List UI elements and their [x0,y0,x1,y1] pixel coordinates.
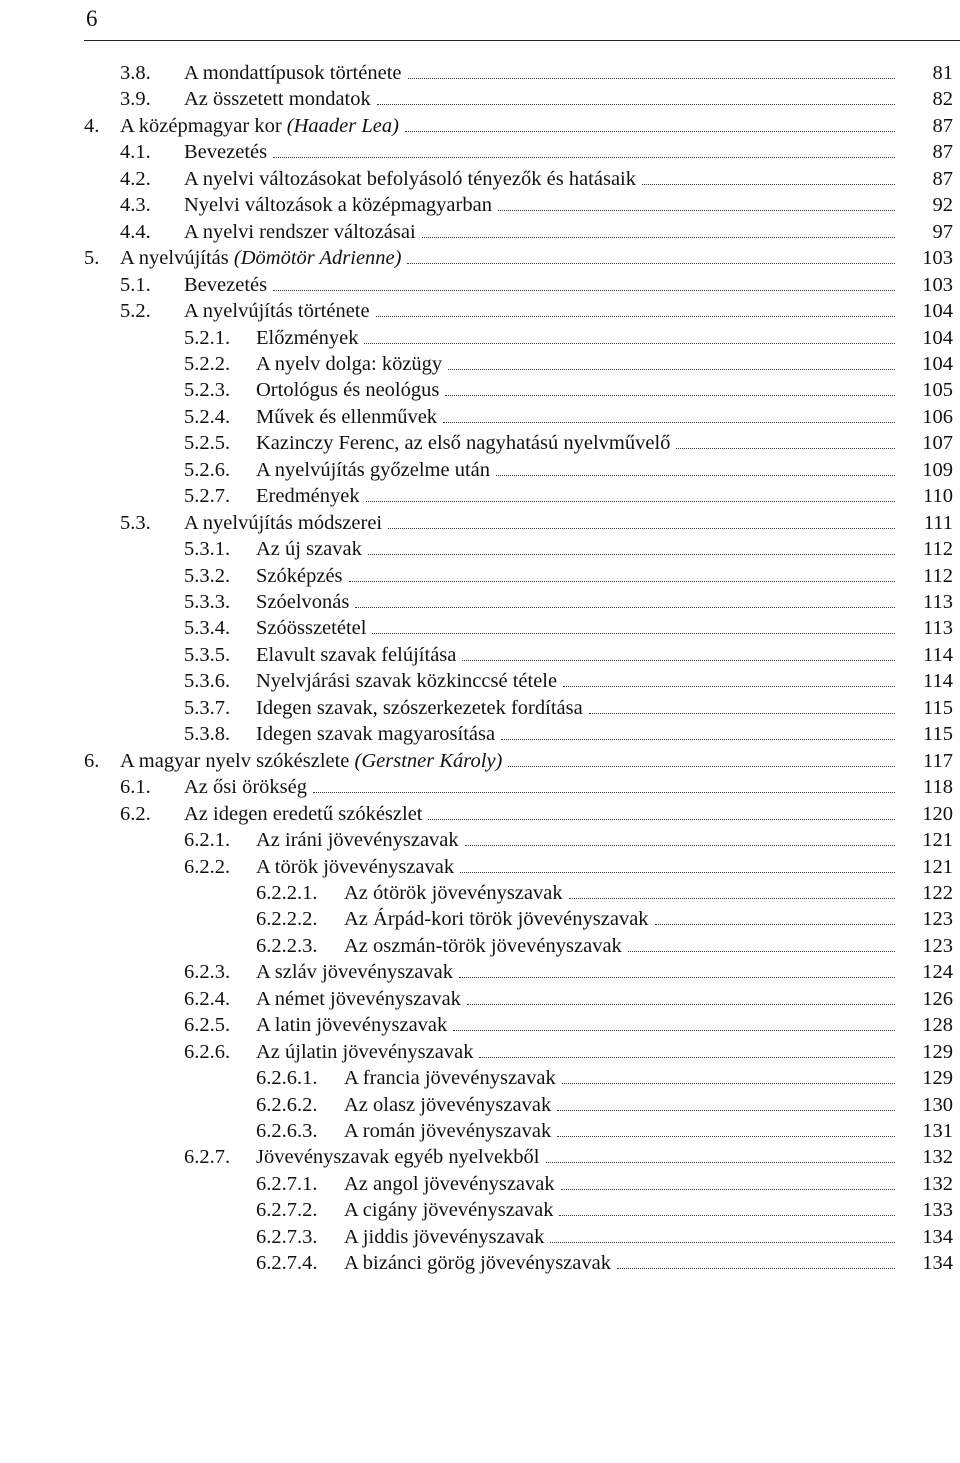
toc-dot-leader [407,263,895,264]
toc-entry-title [256,325,358,351]
toc-entry-page: 87 [932,141,953,164]
toc-entry-page: 120 [922,802,953,825]
toc-entry-author: (Dömötör Adrienne) [233,247,402,270]
toc-entry-page: 106 [922,405,953,428]
toc-entry-number: 5.2.6. [184,458,231,481]
toc-entry-title [184,774,307,800]
toc-entry[interactable] [0,298,960,324]
toc-dot-leader [628,951,895,952]
toc-entry-page: 117 [923,749,953,772]
toc-entry-number: 5.3.8. [184,723,231,746]
toc-entry-number: 4.1. [120,141,151,164]
toc-entry-title-text: Jövevényszavak egyéb nyelvekből [256,1146,540,1169]
toc-entry-number: 4. [84,114,100,137]
toc-entry-page: 104 [922,352,953,375]
toc-entry-title [184,192,492,218]
toc-entry-number: 5.2.7. [184,485,231,508]
toc-entry-title-text: Bevezetés [184,141,268,164]
toc-entry[interactable] [0,1171,960,1197]
toc-dot-leader [377,104,895,105]
toc-entry-page: 104 [922,326,953,349]
toc-entry-number: 6.2. [120,802,151,825]
toc-dot-leader [408,78,895,79]
toc-entry-number: 5.1. [120,273,151,296]
toc-entry-page: 123 [922,908,953,931]
toc-dot-leader [405,131,895,132]
toc-entry-page: 109 [922,458,953,481]
toc-entry-title-text: A román jövevényszavak [344,1120,552,1142]
toc-entry-title [184,219,416,245]
toc-entry-page: 82 [932,88,953,111]
toc-entry[interactable] [0,774,960,800]
toc-dot-leader [569,898,895,899]
toc-entry-title [344,1092,551,1118]
toc-entry[interactable] [0,589,960,615]
toc-entry-page: 134 [922,1252,953,1275]
toc-entry-title [256,827,459,853]
toc-dot-leader [496,475,895,476]
toc-dot-leader [349,581,895,582]
toc-dot-leader [559,1215,895,1216]
toc-entry-number: 6.2.5. [184,1014,231,1037]
toc-dot-leader [462,660,895,661]
toc-entry-number: 6.2.2.1. [256,881,318,904]
toc-entry-page: 130 [922,1093,953,1116]
toc-entry-title [256,642,456,668]
toc-entry-title-text: Az ótörök jövevényszavak [344,881,563,904]
toc-entry-page: 124 [922,961,953,984]
toc-dot-leader [479,1057,895,1058]
toc-entry-title [256,668,557,694]
toc-dot-leader [617,1268,895,1269]
toc-entry[interactable] [0,933,960,959]
toc-entry[interactable] [0,959,960,985]
toc-entry-page: 132 [922,1146,953,1169]
toc-entry[interactable] [0,748,960,774]
toc-entry-page: 114 [923,670,953,693]
toc-entry[interactable] [0,377,960,403]
toc-entry-page: 87 [932,114,953,137]
toc-entry-page: 114 [923,643,953,666]
toc-entry-title [344,1171,555,1197]
toc-entry-title-text: Előzmények [256,326,359,349]
toc-entry-page: 126 [922,987,953,1010]
toc-entry-number: 6.2.2.3. [256,934,318,957]
toc-entry-page: 129 [922,1040,953,1063]
toc-entry[interactable] [0,1065,960,1091]
toc-entry-title [256,404,437,430]
toc-entry-title-text: Nyelvi változások a középmagyarban [184,194,492,217]
toc-entry-page: 133 [922,1199,953,1222]
toc-entry-title-text: A török jövevényszavak [256,855,455,878]
toc-entry-number: 6.2.4. [184,987,231,1010]
toc-entry-number: 5.3.2. [184,564,231,587]
toc-entry[interactable] [0,86,960,112]
toc-entry-number: 5.2.5. [184,432,231,455]
toc-dot-leader [273,157,895,158]
toc-entry-title [184,166,636,192]
toc-entry-title [184,139,267,165]
toc-entry-number: 5.3.5. [184,643,231,666]
toc-entry[interactable] [0,854,960,880]
toc-entry-title [256,1012,447,1038]
toc-entry-title-text: Bevezetés [184,273,268,296]
toc-entry-page: 112 [923,538,953,561]
toc-entry[interactable] [0,1250,960,1276]
toc-entry-title [344,1065,556,1091]
toc-entry-number: 5.3.3. [184,591,231,613]
toc-entry-title-text: Az iráni jövevényszavak [256,829,459,852]
toc-entry-title-text: Eredmények [256,485,360,508]
toc-entry-title-text: A nyelvi változásokat befolyásoló tényezők és hatásaik [184,167,637,190]
toc-entry-title-text: Szóképzés [256,564,343,587]
toc-entry-title [184,801,422,827]
toc-entry[interactable] [0,721,960,747]
toc-dot-leader [313,792,895,793]
toc-entry-number: 5. [84,247,100,270]
toc-entry-title [256,1039,473,1065]
toc-dot-leader [557,1136,895,1137]
toc-entry-page: 107 [922,432,953,455]
toc-entry[interactable] [0,60,960,86]
toc-entry-title [344,1118,551,1144]
toc-entry-title [344,1250,611,1276]
toc-dot-leader [557,1110,895,1111]
toc-entry-page: 132 [922,1172,953,1195]
toc-entry-title [120,245,401,271]
toc-entry-page: 122 [922,881,953,904]
toc-entry-number: 6.2.2.2. [256,908,318,931]
toc-dot-leader [368,554,895,555]
toc-entry-title-text: A nyelvújítás módszerei [184,511,383,534]
toc-entry[interactable] [0,801,960,827]
toc-entry-title [344,1197,553,1223]
toc-entry-title [256,589,349,615]
toc-entry-number: 4.3. [120,194,151,217]
toc-dot-leader [376,316,895,317]
toc-dot-leader [453,1030,895,1031]
toc-entry-title-text: Idegen szavak, szószerkezetek fordítása [256,696,583,719]
toc-entry-title-text: Az angol jövevényszavak [344,1172,555,1195]
toc-entry-number: 6.2.7.3. [256,1225,318,1248]
toc-entry-number: 6.1. [120,776,151,799]
toc-dot-leader [498,210,895,211]
toc-entry[interactable] [0,906,960,932]
toc-entry-page: 134 [922,1225,953,1248]
toc-entry-page: 81 [932,62,953,84]
toc-dot-leader [422,237,895,238]
toc-entry-title [344,933,622,959]
toc-dot-leader [448,369,895,370]
toc-entry-number: 5.2.1. [184,326,231,349]
toc-entry-title-text: Az összetett mondatok [184,88,371,111]
toc-entry-title [120,748,502,774]
toc-entry[interactable] [0,1197,960,1223]
toc-entry-page: 113 [923,617,953,640]
toc-entry[interactable] [0,139,960,165]
toc-entry-title [184,510,382,536]
toc-entry[interactable] [0,245,960,271]
toc-entry[interactable] [0,1092,960,1118]
toc-entry-author: (Gerstner Károly) [354,749,503,772]
toc-entry-page: 121 [922,829,953,852]
toc-entry-number: 5.3.6. [184,670,231,693]
toc-entry-page: 118 [923,776,953,799]
toc-dot-leader [562,1083,895,1084]
toc-entry[interactable] [0,615,960,641]
toc-dot-leader [508,766,895,767]
toc-entry-number: 6.2.6. [184,1040,231,1063]
toc-entry[interactable] [0,1012,960,1038]
toc-entry[interactable] [0,325,960,351]
toc-entry-title [184,298,370,324]
toc-entry-title [256,430,670,456]
toc-entry-title [256,457,490,483]
toc-entry-title [256,1144,540,1170]
toc-entry-title-text: A nyelvújítás győzelme után [256,458,490,481]
toc-entry-number: 6.2.2. [184,855,231,878]
toc-dot-leader [550,1242,895,1243]
toc-entry-title-text: A nyelv dolga: közügy [256,352,443,375]
toc-entry-title [344,880,563,906]
toc-entry-page: 105 [922,379,953,402]
toc-entry-title-text: Szóösszetétel [256,617,367,640]
toc-entry-title-text: A szláv jövevényszavak [256,961,453,984]
toc-entry-page: 115 [923,696,953,719]
toc-entry-number: 6.2.7.4. [256,1252,318,1275]
toc-entry-title [344,1224,544,1250]
toc-entry-title-text: Kazinczy Ferenc, az első nagyhatású nyelvművelő [256,432,671,455]
toc-entry-title-text: A középmagyar kor [120,114,282,137]
toc-entry-title-text: A francia jövevényszavak [344,1067,556,1090]
toc-entry[interactable] [0,642,960,668]
toc-entry-page: 110 [923,485,953,508]
toc-dot-leader [642,184,895,185]
toc-entry-title [256,351,442,377]
toc-entry-title [256,854,454,880]
toc-entry-title-text: A bizánci görög jövevényszavak [344,1252,611,1275]
toc-entry[interactable] [0,695,960,721]
toc-entry-title-text: A magyar nyelv szókészlete [120,749,350,772]
toc-entry-page: 112 [923,564,953,587]
toc-entry-title [256,615,366,641]
toc-dot-leader [467,1004,895,1005]
toc-entry-number: 5.2.2. [184,352,231,375]
toc-entry-page: 121 [922,855,953,878]
toc-entry-page: 111 [923,511,953,534]
toc-entry-number: 5.3.4. [184,617,231,640]
toc-entry-number: 4.4. [120,220,151,243]
toc-dot-leader [563,686,895,687]
toc-entry-title-text: A nyelvújítás [120,247,229,270]
toc-entry-number: 3.9. [120,88,151,111]
toc-entry[interactable] [0,1118,960,1144]
toc-entry-number: 6.2.7.2. [256,1199,318,1222]
toc-entry-number: 5.3. [120,511,151,534]
toc-entry-page: 123 [922,934,953,957]
toc-entry[interactable] [0,986,960,1012]
toc-entry[interactable] [0,880,960,906]
toc-entry-title-text: Ortológus és neológus [256,379,440,402]
toc-entry-title [184,86,371,112]
toc-entry-title [256,695,583,721]
toc-entry[interactable] [0,272,960,298]
toc-entry-number: 5.3.1. [184,538,231,561]
toc-dot-leader [655,924,895,925]
toc-entry-number: 4.2. [120,167,151,190]
toc-entry-title [256,483,360,509]
toc-entry-title [256,563,343,589]
toc-entry-page: 104 [922,300,953,323]
toc-entry-number: 6. [84,749,100,772]
toc-dot-leader [364,343,895,344]
toc-entry-title [256,986,461,1012]
toc-entry-title-text: Az idegen eredetű szókészlet [184,802,423,825]
toc-entry-number: 6.2.6.1. [256,1067,318,1090]
page-number: 6 [86,6,98,31]
toc-entry-number: 6.2.3. [184,961,231,984]
toc-entry-page: 129 [922,1067,953,1090]
toc-entry-title-text: Az olasz jövevényszavak [344,1093,552,1116]
toc-entry[interactable] [0,1224,960,1250]
toc-entry-page: 97 [932,220,953,243]
toc-entry[interactable] [0,668,960,694]
toc-entry[interactable] [0,192,960,218]
toc-entry-title-text: Idegen szavak magyarosítása [256,723,496,746]
toc-dot-leader [273,290,895,291]
toc-dot-leader [460,872,895,873]
toc-entry-title [256,536,362,562]
toc-entry[interactable] [0,166,960,192]
toc-entry[interactable] [0,1039,960,1065]
toc-entry-author: (Haader Lea) [286,114,399,137]
toc-entry-number: 6.2.1. [184,829,231,852]
toc-entry-page: 87 [932,167,953,190]
toc-entry-title-text: Szóelvonás [256,591,350,613]
toc-entry-title-text: Az ősi örökség [184,776,307,799]
toc-entry-title [256,959,453,985]
toc-dot-leader [372,633,895,634]
toc-entry-title-text: Az Árpád-kori török jövevényszavak [344,908,649,931]
toc-entry-number: 6.2.7. [184,1146,231,1169]
toc-entry-title-text: A latin jövevényszavak [256,1014,448,1037]
toc-dot-leader [366,501,895,502]
header-rule [84,40,960,41]
toc-entry-title-text: Az új szavak [256,538,362,561]
toc-entry-number: 6.2.7.1. [256,1172,318,1195]
toc-entry-title-text: Az oszmán-török jövevényszavak [344,934,622,957]
toc-entry[interactable] [0,483,960,509]
toc-dot-leader [546,1162,895,1163]
toc-entry-title-text: Nyelvjárási szavak közkinccsé tétele [256,670,558,693]
toc-entry[interactable] [0,113,960,139]
toc-entry-title-text: A jiddis jövevényszavak [344,1225,545,1248]
toc-dot-leader [443,422,895,423]
toc-dot-leader [459,977,895,978]
toc-entry-number: 6.2.6.2. [256,1093,318,1116]
toc-entry-page: 103 [922,273,953,296]
toc-entry-page: 92 [932,194,953,217]
toc-dot-leader [388,528,895,529]
toc-entry-page: 131 [922,1120,953,1142]
toc-entry-title [120,113,399,139]
toc-entry-title-text: A mondattípusok története [184,62,402,84]
toc-entry[interactable] [0,430,960,456]
toc-entry-title [256,721,495,747]
toc-dot-leader [465,845,895,846]
toc-entry-number: 5.2. [120,300,151,323]
toc-entry[interactable] [0,536,960,562]
toc-entry-title-text: Az újlatin jövevényszavak [256,1040,474,1063]
toc-entry-number: 6.2.6.3. [256,1120,318,1142]
toc-entry-title [256,377,439,403]
toc-entry[interactable] [0,1144,960,1170]
toc-entry-title [184,272,267,298]
toc-entry-title-text: Elavult szavak felújítása [256,643,457,666]
toc-entry-title [184,60,402,86]
toc-entry[interactable] [0,457,960,483]
toc-entry-title [344,906,649,932]
toc-dot-leader [501,739,895,740]
toc-entry[interactable] [0,827,960,853]
toc-entry-page: 128 [922,1014,953,1037]
toc-entry[interactable] [0,351,960,377]
toc-entry-page: 103 [922,247,953,270]
toc-entry[interactable] [0,563,960,589]
toc-entry-number: 5.2.4. [184,405,231,428]
toc-entry-title-text: A nyelvi rendszer változásai [184,220,416,243]
toc-entry-title-text: A német jövevényszavak [256,987,461,1010]
toc-dot-leader [445,395,895,396]
toc-entry-number: 5.3.7. [184,696,231,719]
toc-entry-number: 5.2.3. [184,379,231,402]
toc-dot-leader [589,713,895,714]
toc-entry[interactable] [0,404,960,430]
toc-entry-title-text: A cigány jövevényszavak [344,1199,554,1222]
toc-dot-leader [428,819,895,820]
toc-entry-title-text: Művek és ellenművek [256,405,438,428]
toc-entry[interactable] [0,510,960,536]
toc-entry-number: 3.8. [120,62,151,84]
toc-dot-leader [676,448,895,449]
toc-entry[interactable] [0,219,960,245]
toc-dot-leader [561,1189,895,1190]
toc-entry-title-text: A nyelvújítás története [184,300,370,323]
toc-entry-page: 115 [923,723,953,746]
toc-entry-page: 113 [923,591,953,613]
toc-dot-leader [355,607,895,608]
